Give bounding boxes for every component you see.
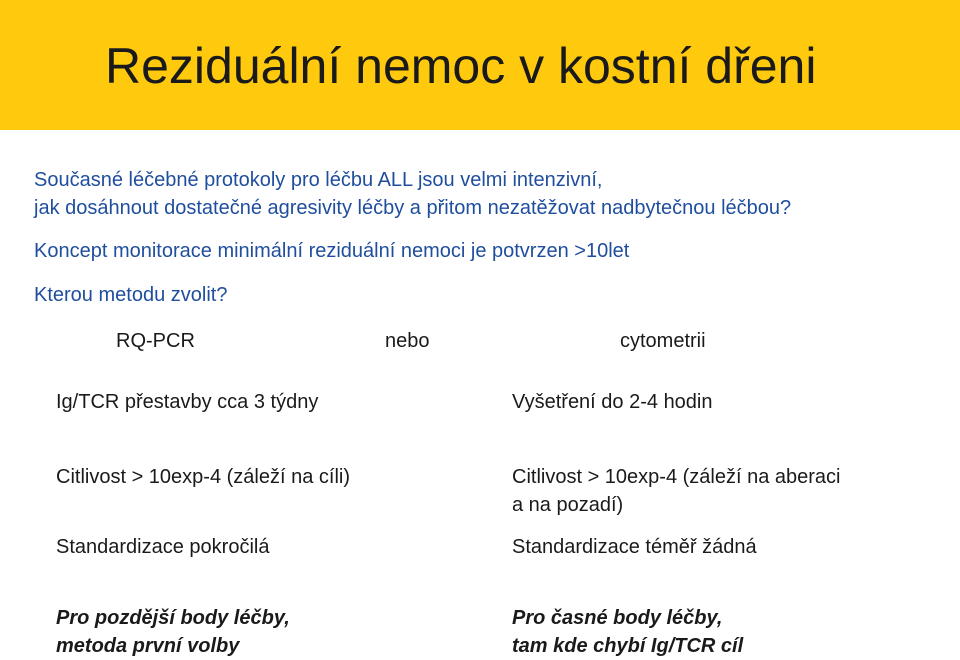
right-use-line-2: tam kde chybí Ig/TCR cíl: [512, 635, 744, 657]
right-duration: Vyšetření do 2-4 hodin: [512, 391, 713, 413]
right-standardization: Standardizace téměř žádná: [512, 536, 757, 558]
left-use-line-1: Pro pozdější body léčby,: [56, 607, 290, 629]
intro-line-1: Současné léčebné protokoly pro léčbu ALL jsou velmi intenzivní,: [34, 169, 603, 191]
method-right-label: cytometrii: [620, 330, 706, 352]
slide-title: Reziduální nemoc v kostní dřeni: [105, 38, 817, 94]
left-standardization: Standardizace pokročilá: [56, 536, 270, 558]
intro-line-2: jak dosáhnout dostatečné agresivity léčby a přitom nezatěžovat nadbytečnou léčbou?: [34, 197, 792, 219]
method-connector: nebo: [385, 330, 430, 352]
intro-line-3: Koncept monitorace minimální reziduální nemoci je potvrzen >10let: [34, 240, 630, 262]
right-use-line-1: Pro časné body léčby,: [512, 607, 723, 629]
method-left-label: RQ-PCR: [116, 330, 195, 352]
left-use-line-2: metoda první volby: [56, 635, 240, 657]
left-sensitivity: Citlivost > 10exp-4 (záleží na cíli): [56, 466, 351, 488]
right-sensitivity-line-2: a na pozadí): [512, 494, 624, 516]
title-band: [0, 0, 960, 130]
intro-question: Kterou metodu zvolit?: [34, 284, 228, 306]
left-duration: Ig/TCR přestavby cca 3 týdny: [56, 391, 319, 413]
right-sensitivity-line-1: Citlivost > 10exp-4 (záleží na aberaci: [512, 466, 841, 488]
